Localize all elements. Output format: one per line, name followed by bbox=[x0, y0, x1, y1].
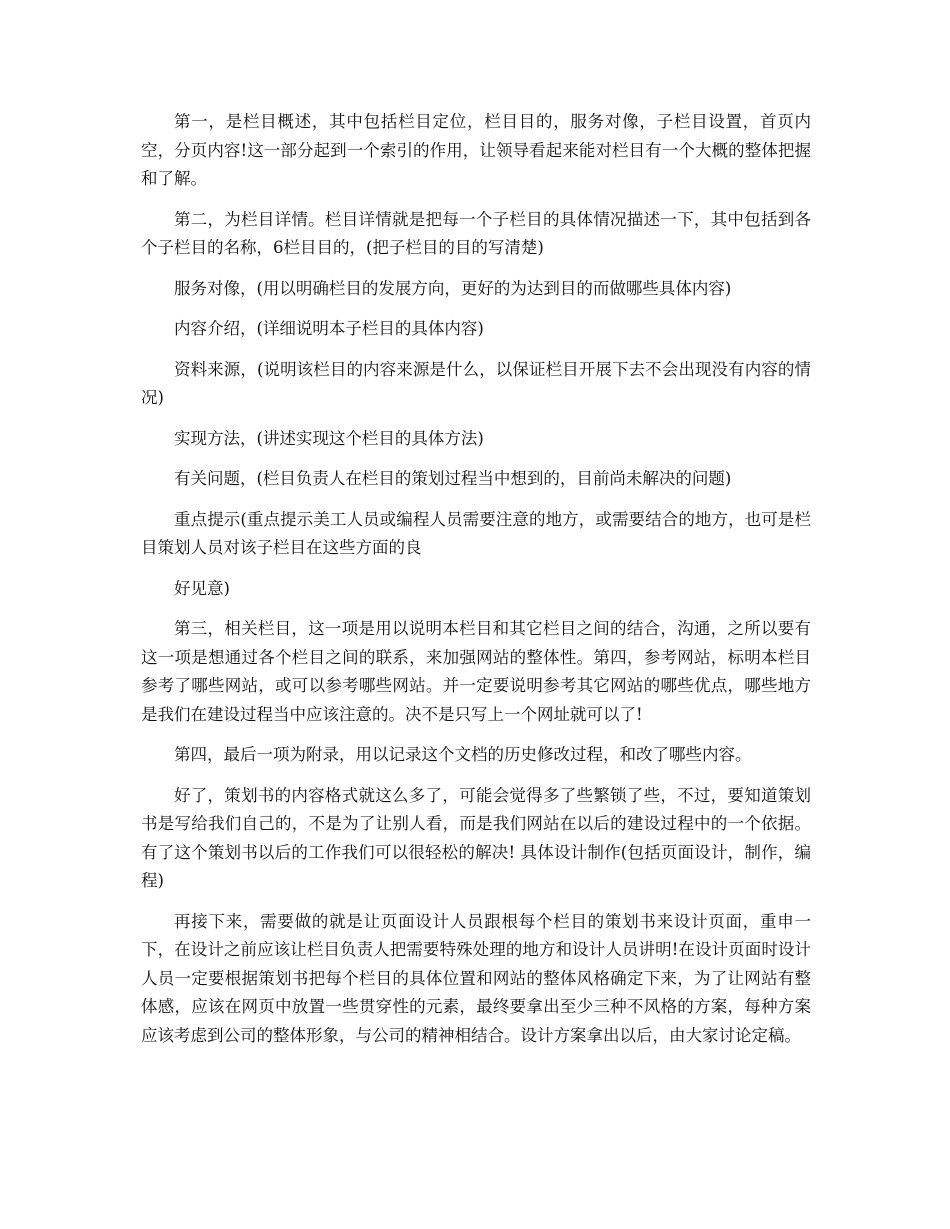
paragraph-design-process: 再接下来，需要做的就是让页面设计人员跟根每个栏目的策划书来设计页面，重申一下，在设计之前应该让栏目负责人把需要特殊处理的地方和设计人员讲明!在设计页面时设计人员一定要根据策划书把每个栏目的具体位置和网站的整体风格确定下来，为了让网站有整体感，应该在网页中放置一些贯穿性的元素，最终要拿出至少三种不风格的方案，每种方案应该考虑到公司的整体形象，与公司的精神相结合。设计方案拿出以后，由大家讨论定稿。 bbox=[141, 911, 811, 1045]
paragraph-key-tips: 重点提示(重点提示美工人员或编程人员需要注意的地方，或需要结合的地方，也可是栏目策划人员对该子栏目在这些方面的良 bbox=[141, 509, 811, 557]
paragraph-key-tips-continued: 好见意) bbox=[174, 578, 230, 598]
paragraph-summary: 好了，策划书的内容格式就这么多了，可能会觉得多了些繁锁了些，不过，要知道策划书是写给我们自己的，不是为了让别人看，而是我们网站在以后的建设过程中的一个依据。有了这个策划书以后的工作我们可以很轻松的解决! 具体设计制作(包括页面设计，制作，编程) bbox=[141, 785, 811, 890]
paragraph-issues: 有关问题，(栏目负责人在栏目的策划过程当中想到的，目前尚未解决的问题) bbox=[174, 469, 732, 488]
paragraph-details: 第二，为栏目详情。栏目详情就是把每一个子栏目的具体情况描述一下，其中包括到各个子栏目的名称，6栏目目的，(把子栏目的目的写清楚) bbox=[141, 209, 811, 257]
paragraph-overview: 第一，是栏目概述，其中包括栏目定位，栏目目的，服务对像，子栏目设置，首页内空，分页内容!这一部分起到一个索引的作用，让领导看起来能对栏目有一个大概的整体把握和了解。 bbox=[141, 112, 811, 188]
paragraph-content-intro: 内容介绍，(详细说明本子栏目的具体内容) bbox=[174, 319, 484, 338]
paragraph-implementation: 实现方法，(讲述实现这个栏目的具体方法) bbox=[174, 428, 484, 448]
paragraph-service-target: 服务对像，(用以明确栏目的发展方向，更好的为达到目的而做哪些具体内容) bbox=[174, 278, 732, 298]
paragraph-related-columns: 第三，相关栏目，这一项是用以说明本栏目和其它栏目之间的结合，沟通，之所以要有这一项是想通过各个栏目之间的联系，来加强网站的整体性。第四，参考网站，标明本栏目参考了哪些网站，或可以参考哪些网站。并一定要说明参考其它网站的哪些优点，哪些地方是我们在建设过程当中应该注意的。决不是只写上一个网址就可以了! bbox=[141, 619, 811, 724]
document-body bbox=[141, 108, 811, 1062]
paragraph-appendix: 第四，最后一项为附录，用以记录这个文档的历史修改过程，和改了哪些内容。 bbox=[174, 745, 752, 764]
paragraph-data-source: 资料来源，(说明该栏目的内容来源是什么，以保证栏目开展下去不会出现没有内容的情况) bbox=[141, 359, 811, 407]
